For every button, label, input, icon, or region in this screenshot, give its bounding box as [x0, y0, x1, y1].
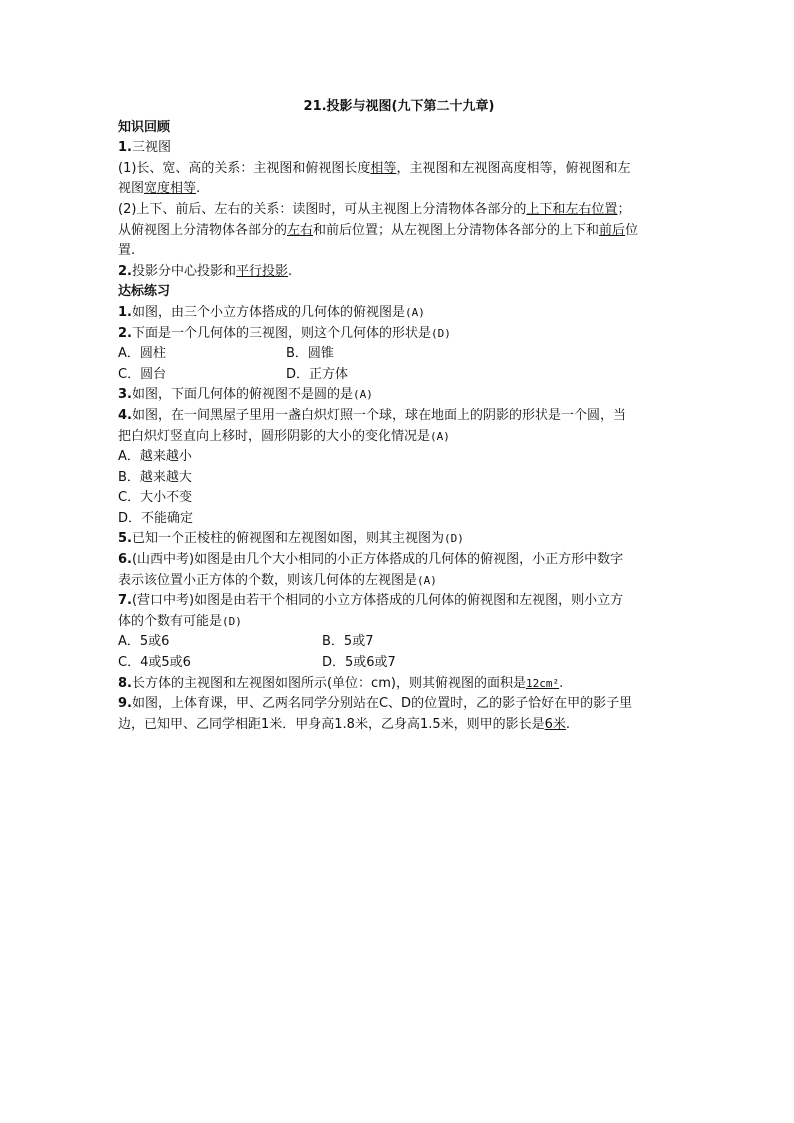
- question-text: 表示该位置小正方体的个数，则该几何体的左视图是: [118, 572, 418, 588]
- question-text: 下面是一个几何体的三视图，则这个几何体的形状是: [131, 325, 431, 341]
- question-number: 3.: [118, 387, 132, 403]
- question-3: [118, 385, 680, 406]
- question-text: 如图，由三个小立方体搭成的几何体的俯视图是: [131, 304, 405, 320]
- answer-underline: 左右: [287, 222, 314, 238]
- review-paragraph-2-line-3: 置.: [118, 243, 136, 259]
- option-d: D．5或6或7: [322, 655, 396, 671]
- answer-underline: 相等: [370, 160, 397, 176]
- section-heading-review: 知识回顾: [118, 119, 171, 135]
- question-6-line-1: [118, 550, 680, 571]
- answer: (D): [222, 614, 242, 628]
- question-1: [118, 303, 680, 324]
- review-item-1: [118, 138, 680, 159]
- question-6-line-2: [118, 571, 680, 592]
- question-number: 8.: [118, 675, 132, 691]
- text: 从俯视图上分清物体各部分的: [118, 222, 288, 238]
- text: 视图: [118, 181, 145, 197]
- answer: (D): [444, 532, 464, 546]
- option-b: B．5或7: [322, 634, 374, 650]
- answer: (A): [417, 573, 437, 587]
- question-number: 5.: [118, 531, 132, 547]
- option-b: B．圆锥: [286, 346, 334, 362]
- section-heading-practice: 达标练习: [118, 284, 171, 300]
- question-number: 4.: [118, 407, 132, 423]
- text: .: [559, 675, 564, 691]
- question-7-options-row-1: [118, 632, 680, 653]
- question-5: [118, 529, 680, 550]
- question-2: [118, 324, 680, 345]
- question-text: 长方体的主视图和左视图如图所示(单位：cm)，则其俯视图的面积是: [131, 675, 526, 691]
- question-number: 6.: [118, 552, 132, 568]
- question-text: 已知一个正棱柱的俯视图和左视图如图，则其主视图为: [131, 531, 444, 547]
- review-paragraph-1-line-1: [118, 159, 680, 180]
- review-paragraph-2-line-1: [118, 200, 680, 221]
- option-d: D．不能确定: [118, 510, 194, 526]
- question-7-options-row-2: [118, 653, 680, 674]
- question-9-line-1: [118, 694, 680, 715]
- review-paragraph-1-line-2: [118, 179, 680, 200]
- item-text: 三视图: [131, 140, 171, 156]
- answer-underline: 前后: [599, 222, 626, 238]
- option-c: C．圆台: [118, 366, 167, 382]
- answer-underline: 6米: [544, 716, 566, 732]
- option-a: A．5或6: [118, 634, 170, 650]
- question-text: 边，已知甲、乙同学相距1米．甲身高1.8米，乙身高1.5米，则甲的影长是: [118, 716, 545, 732]
- answer: (A): [405, 305, 425, 319]
- item-number: 2.: [118, 263, 132, 279]
- answer: (A): [430, 429, 450, 443]
- question-text: 如图，下面几何体的俯视图不是圆的是: [131, 387, 353, 403]
- text: 和前后位置；从左视图上分清物体各部分的上下和: [313, 222, 600, 238]
- question-8: [118, 674, 680, 695]
- question-text: 如图，在一间黑屋子里用一盏白炽灯照一个球，球在地面上的阴影的形状是一个圆，当: [131, 407, 626, 423]
- text: (2)上下、前后、左右的关系：读图时，可从主视图上分清物体各部分的: [118, 201, 527, 217]
- option-c: C．4或5或6: [118, 655, 191, 671]
- answer-underline: 上下和左右位置: [526, 201, 618, 217]
- text: (1)长、宽、高的关系：主视图和俯视图长度: [118, 160, 371, 176]
- page-title: 21.投影与视图(九下第二十九章): [303, 99, 495, 114]
- option-a: A．圆柱: [118, 346, 166, 362]
- question-2-options-row-1: [118, 344, 680, 365]
- text: 位: [625, 222, 639, 238]
- text: ；: [617, 201, 631, 217]
- question-7-line-1: [118, 591, 680, 612]
- text: .: [288, 263, 293, 279]
- question-number: 9.: [118, 696, 132, 712]
- answer: (D): [431, 326, 451, 340]
- review-item-2: [118, 262, 680, 283]
- question-number: 7.: [118, 593, 132, 609]
- question-4-line-2: [118, 427, 680, 448]
- review-paragraph-2-line-2: [118, 221, 680, 242]
- text: 投影分中心投影和: [131, 263, 236, 279]
- item-number: 1.: [118, 140, 132, 156]
- answer: (A): [353, 388, 373, 402]
- option-b: B．越来越大: [118, 469, 192, 485]
- option-c: C．大小不变: [118, 490, 193, 506]
- question-text: 如图，上体育课，甲、乙两名同学分别站在C、D的位置时，乙的影子恰好在甲的影子里: [131, 696, 633, 712]
- question-4-line-1: [118, 406, 680, 427]
- answer-underline: 平行投影: [236, 263, 289, 279]
- question-2-options-row-2: [118, 365, 680, 386]
- document-body: [118, 97, 680, 735]
- question-text: 体的个数有可能是: [118, 613, 223, 629]
- question-text: (山西中考)如图是由几个大小相同的小正方体搭成的几何体的俯视图，小正方形中数字: [131, 552, 624, 568]
- question-9-line-2: [118, 715, 680, 736]
- question-7-line-2: [118, 612, 680, 633]
- answer-underline: 12cm²: [525, 676, 560, 690]
- text: ，主视图和左视图高度相等，俯视图和左: [396, 160, 631, 176]
- question-text: (营口中考)如图是由若干个相同的小立方体搭成的几何体的俯视图和左视图，则小立方: [131, 593, 624, 609]
- question-text: 把白炽灯竖直向上移时，圆形阴影的大小的变化情况是: [118, 428, 431, 444]
- option-d: D．正方体: [286, 366, 349, 382]
- answer-underline: 宽度相等: [144, 181, 197, 197]
- text: .: [196, 181, 201, 197]
- question-number: 1.: [118, 304, 132, 320]
- option-a: A．越来越小: [118, 449, 192, 465]
- text: .: [565, 716, 571, 732]
- question-number: 2.: [118, 325, 132, 341]
